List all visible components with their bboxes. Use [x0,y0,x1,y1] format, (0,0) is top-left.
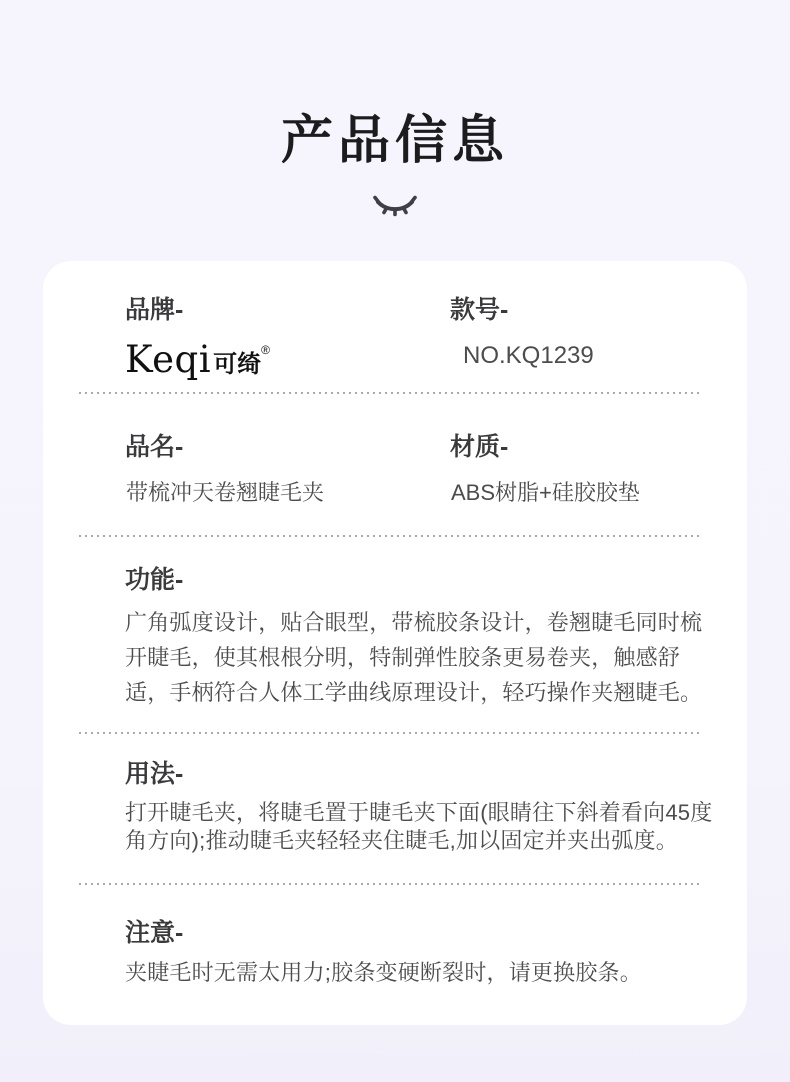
dotted-divider [79,732,701,734]
logo-latin-text: Keqi [125,338,212,381]
product-name-label: 品名- [125,433,184,461]
function-section [125,565,705,710]
name-material-row [125,432,705,507]
function-label: 功能- [125,565,184,594]
dotted-divider [79,392,701,394]
notice-text: 夹睫毛时无需太用力;胶条变硬断裂时，请更换胶条。 [125,959,642,985]
material-value: ABS树脂+硅胶胶垫 [451,480,640,505]
registered-trademark-icon: ® [261,343,270,357]
dotted-divider [79,535,701,537]
material-section [450,432,705,507]
keqi-brand-logo [125,338,450,381]
material-label: 材质- [450,433,509,461]
notice-section [125,918,705,988]
function-text: 广角弧度设计，贴合眼型，带梳胶条设计，卷翘睫毛同时梳开睫毛，使其根根分明，特制弹性胶条更易卷夹，触感舒适，手柄符合人体工学曲线原理设计，轻巧操作夹翘睫毛。 [125,609,703,705]
dotted-divider [79,883,701,885]
notice-label: 注意- [125,918,184,947]
model-label: 款号- [450,296,509,324]
product-name-value: 带梳冲天卷翘睫毛夹 [126,480,325,505]
model-value: NO.KQ1239 [463,342,594,369]
logo-chinese-text: 可绮 [213,351,262,378]
model-section [450,295,705,378]
page-title: 产品信息 [280,112,509,170]
product-info-card [43,261,747,1025]
usage-label: 用法- [125,759,184,788]
brand-model-row [125,295,705,381]
eyelash-icon [0,193,790,221]
product-name-section [125,432,450,507]
usage-section [125,759,713,855]
brand-section [125,295,450,381]
brand-label: 品牌- [125,296,184,324]
usage-text: 打开睫毛夹，将睫毛置于睫毛夹下面(眼睛往下斜着看向45度角方向);推动睫毛夹轻轻夹住睫毛,加以固定并夹出弧度。 [125,799,713,853]
